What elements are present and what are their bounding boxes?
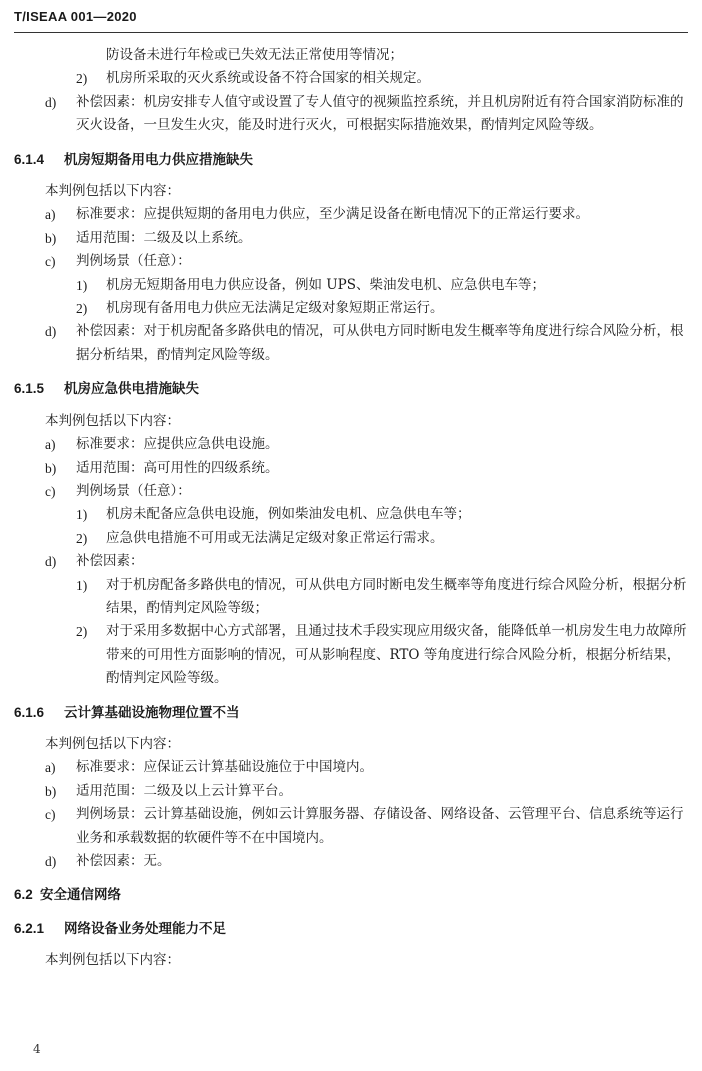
section-title: 网络设备业务处理能力不足 <box>64 920 226 936</box>
list-item <box>14 203 688 226</box>
list-marker: 1) <box>76 577 88 593</box>
list-item-text: 本判例包括以下内容： <box>45 183 180 200</box>
document-code: T/ISEAA 001—2020 <box>14 9 137 24</box>
section-title: 机房应急供电措施缺失 <box>64 381 199 397</box>
list-item <box>14 274 688 297</box>
section-heading <box>14 917 688 940</box>
list-item-text: 适用范围：二级及以上系统。 <box>76 229 252 246</box>
list-item <box>14 91 688 138</box>
list-marker: c) <box>45 807 56 823</box>
section-number: 6.2 <box>14 887 33 903</box>
list-item-text: 本判例包括以下内容： <box>45 952 180 969</box>
list-item <box>14 433 688 456</box>
list-marker: 2) <box>76 301 88 317</box>
section-number: 6.1.6 <box>14 704 45 720</box>
section-number: 6.2.1 <box>14 920 45 936</box>
list-marker: d) <box>45 324 57 340</box>
list-marker: b) <box>45 783 57 799</box>
intro-paragraph <box>14 733 688 756</box>
section-title: 安全通信网络 <box>40 887 121 903</box>
list-item <box>14 620 688 690</box>
list-marker: 1) <box>76 507 88 523</box>
list-marker: c) <box>45 483 56 499</box>
list-item <box>14 250 688 273</box>
list-item-text: 机房未配备应急供电设施，例如柴油发电机、应急供电车等； <box>106 506 471 523</box>
section-heading <box>14 377 688 400</box>
intro-paragraph <box>14 410 688 433</box>
list-item <box>14 527 688 550</box>
list-item <box>14 457 688 480</box>
list-marker: 2) <box>76 71 88 87</box>
document-body <box>14 44 688 973</box>
list-item <box>14 780 688 803</box>
list-item <box>14 550 688 573</box>
section-heading <box>14 883 688 906</box>
list-item <box>14 850 688 873</box>
list-item-text: 机房所采取的灭火系统或设备不符合国家的相关规定。 <box>106 70 430 87</box>
section-number: 6.1.5 <box>14 381 45 397</box>
list-marker: b) <box>45 230 57 246</box>
list-item <box>14 227 688 250</box>
list-marker: a) <box>45 760 56 776</box>
list-item <box>14 574 688 621</box>
list-item <box>14 803 688 850</box>
list-item <box>14 44 688 67</box>
list-item <box>14 756 688 779</box>
list-marker: a) <box>45 437 56 453</box>
list-item-text: 对于机房配备多路供电的情况，可从供电方同时断电发生概率等角度进行综合风险分析，根据分析结果，酌情判定风险等级； <box>106 576 687 616</box>
list-item-text: 本判例包括以下内容： <box>45 735 180 752</box>
list-item-text: 机房无短期备用电力供应设备，例如 UPS、柴油发电机、应急供电车等； <box>106 276 545 293</box>
section-heading <box>14 148 688 171</box>
list-item <box>14 297 688 320</box>
list-item <box>14 503 688 526</box>
page-number: 4 <box>33 1042 41 1056</box>
list-marker: 1) <box>76 277 88 293</box>
list-item-text: 判例场景：云计算基础设施，例如云计算服务器、存储设备、网络设备、云管理平台、信息系统等运行业务和承载数据的软硬件等不在中国境内。 <box>76 806 684 846</box>
list-marker: d) <box>45 854 57 869</box>
list-item-text: 防设备未进行年检或已失效无法正常使用等情况； <box>106 47 403 63</box>
list-item-text: 补偿因素：对于机房配备多路供电的情况，可从供电方同时断电发生概率等角度进行综合风险分析，根据分析结果，酌情判定风险等级。 <box>76 323 684 363</box>
section-heading <box>14 701 688 724</box>
list-item-text: 标准要求：应提供短期的备用电力供应，至少满足设备在断电情况下的正常运行要求。 <box>76 206 589 223</box>
list-item-text: 标准要求：应提供应急供电设施。 <box>76 436 279 453</box>
list-item-text: 补偿因素：机房安排专人值守或设置了专人值守的视频监控系统，并且机房附近有符合国家消防标准的灭火设备，一旦发生火灾，能及时进行灭火，可根据实际措施效果，酌情判定风险等级。 <box>76 93 684 134</box>
intro-paragraph <box>14 949 688 972</box>
list-marker: 2) <box>76 624 88 640</box>
header-divider <box>14 32 688 33</box>
list-item-text: 补偿因素： <box>76 553 144 570</box>
list-item-text: 机房现有备用电力供应无法满足定级对象短期正常运行。 <box>106 300 444 317</box>
list-marker: d) <box>45 94 57 110</box>
list-item-text: 本判例包括以下内容： <box>45 412 180 429</box>
list-item-text: 判例场景（任意）： <box>76 482 191 499</box>
list-item-text: 标准要求：应保证云计算基础设施位于中国境内。 <box>76 759 373 776</box>
list-item-text: 补偿因素：无。 <box>76 853 171 869</box>
list-marker: 2) <box>76 530 88 546</box>
list-item <box>14 480 688 503</box>
list-item <box>14 320 688 367</box>
list-marker: b) <box>45 460 57 476</box>
section-number: 6.1.4 <box>14 151 45 167</box>
list-marker: c) <box>45 254 56 270</box>
list-item <box>14 67 688 90</box>
intro-paragraph <box>14 180 688 203</box>
list-item-text: 对于采用多数据中心方式部署，且通过技术手段实现应用级灾备，能降低单一机房发生电力故障所带来的可用性方面影响的情况，可从影响程度、RTO 等角度进行综合风险分析，根据分析结果，酌情判定风险等级。 <box>106 623 687 687</box>
list-item-text: 应急供电措施不可用或无法满足定级对象正常运行需求。 <box>106 529 444 546</box>
list-item-text: 判例场景（任意）： <box>76 253 191 270</box>
list-item-text: 适用范围：高可用性的四级系统。 <box>76 459 279 476</box>
list-marker: d) <box>45 554 57 570</box>
list-marker: a) <box>45 207 56 223</box>
section-title: 云计算基础设施物理位置不当 <box>64 704 240 720</box>
list-item-text: 适用范围：二级及以上云计算平台。 <box>76 782 292 799</box>
section-title: 机房短期备用电力供应措施缺失 <box>64 151 253 167</box>
